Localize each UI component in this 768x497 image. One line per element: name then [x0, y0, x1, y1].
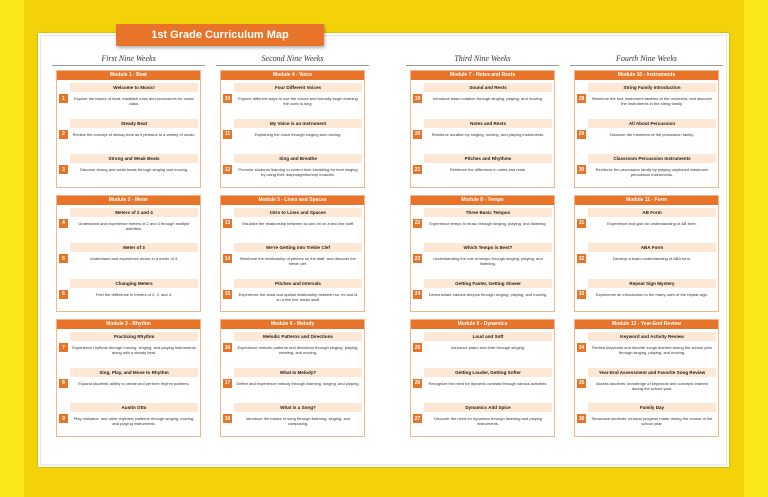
module-card	[574, 70, 719, 188]
lesson-description: Develop a basic understanding of ABA form.	[612, 256, 692, 261]
lesson-body	[234, 240, 364, 266]
lesson-description: Experience an introduction to the many uses of the repeat sign.	[595, 291, 709, 297]
lesson-number-badge: 16	[224, 344, 231, 351]
lesson-title: String Family Introduction	[588, 83, 716, 92]
lesson-body	[424, 205, 554, 226]
page-title: 1st Grade Curriculum Map	[116, 24, 324, 46]
lesson-description: Experience and gain an understanding of AB form.	[607, 220, 697, 226]
module-card	[220, 195, 365, 313]
lesson-body	[588, 205, 718, 226]
lesson-number-badge: 17	[224, 380, 231, 386]
lesson-row	[411, 205, 554, 241]
lesson-number-badge: 29	[578, 131, 585, 137]
lesson-body	[234, 276, 364, 302]
lesson-description: Experience tempo in music through singing, playing, and listening.	[429, 220, 547, 226]
lesson-title: My Voice is an Instrument	[234, 119, 362, 128]
lesson-title: Notes and Rests	[424, 119, 552, 128]
lesson-body	[424, 276, 554, 297]
lesson-row	[575, 365, 718, 401]
lesson-row	[575, 80, 718, 116]
quarter-column	[56, 53, 201, 444]
lesson-description: Experience rhythms through moving, singing, and playing instruments along with a steady beat.	[72, 345, 196, 355]
lesson-title: We're Getting into Treble Clef	[234, 243, 362, 252]
lesson-body	[424, 400, 554, 426]
lesson-description: Assess students' knowledge of keywords and concepts learned during the school year.	[596, 380, 708, 391]
lesson-number-badge: 6	[59, 290, 68, 299]
lesson-description: Define and experience melody through listening, singing, and playing.	[236, 380, 360, 386]
lesson-description: Play ostinatos, and other rhythmic patterns through singing, moving, and playing instruments.	[73, 416, 195, 426]
lesson-description: Showcase students' musical progress made during the course of the school year.	[591, 416, 713, 426]
lesson-title: Practicing Rhythm	[70, 332, 198, 341]
lesson-title: Changing Meters	[70, 279, 198, 288]
module-title: Module 12 - Year-End Review	[575, 320, 718, 329]
lesson-number-badge: 2	[59, 130, 68, 139]
lesson-row	[57, 205, 200, 241]
lesson-description: Reinforce the percussion family by playing unpitched classroom percussion instruments.	[595, 167, 709, 177]
lesson-row	[575, 276, 718, 312]
lesson-number-badge: 30	[578, 166, 585, 173]
module-title: Module 8 - Tempo	[411, 196, 554, 205]
lesson-title: Dynamics Add Spice	[424, 403, 552, 412]
lesson-row	[57, 80, 200, 116]
lesson-title: Sing and Breathe	[234, 154, 362, 163]
lesson-body	[588, 80, 718, 106]
lesson-description: Demonstrate various tempos through singing, playing, and moving.	[428, 291, 548, 297]
lesson-row	[221, 80, 364, 116]
lesson-body	[588, 151, 718, 177]
lesson-row	[575, 400, 718, 436]
lesson-number-badge: 35	[578, 380, 585, 386]
lesson-body	[588, 365, 718, 391]
lesson-row	[411, 276, 554, 312]
lesson-title: Keyword and Activity Review	[588, 332, 716, 341]
lesson-number-badge: 19	[414, 95, 421, 102]
lesson-body	[234, 329, 364, 355]
module-card	[574, 319, 719, 437]
lesson-title: Strong and Weak Beats	[70, 154, 198, 163]
lesson-description: Explore the basics of beat, establish rules and procedures for music class.	[73, 96, 195, 106]
lesson-row	[575, 329, 718, 365]
lesson-number-badge: 9	[59, 414, 68, 423]
lesson-number-badge: 25	[414, 344, 421, 351]
lesson-number-badge: 23	[414, 255, 421, 262]
lesson-number-badge: 27	[414, 415, 421, 422]
lesson-description: Visualize the relationship between so and mi on a two line staff.	[241, 220, 355, 226]
lesson-row	[411, 80, 554, 116]
lesson-row	[411, 151, 554, 187]
right-border-stripe	[744, 0, 768, 497]
lesson-row	[221, 365, 364, 401]
module-card	[56, 319, 201, 437]
quarter-heading: Third Nine Weeks	[406, 53, 559, 66]
lesson-number-badge: 33	[578, 291, 585, 297]
quarter-heading: Fourth Nine Weeks	[570, 53, 723, 66]
lesson-number-badge: 7	[59, 343, 68, 352]
lesson-number-badge: 34	[578, 344, 585, 351]
lesson-row	[57, 329, 200, 365]
lesson-description: Promote students learning to control their breathing for best singing by using their diaphragm/tummy muscles.	[238, 167, 358, 177]
lesson-description: Discover the members of the percussion family.	[610, 131, 694, 137]
lesson-row	[221, 151, 364, 187]
lesson-number-badge: 24	[414, 291, 421, 297]
lesson-row	[221, 205, 364, 241]
lesson-row	[221, 276, 364, 312]
lesson-title: Getting Louder, Getting Softer	[424, 368, 552, 377]
lesson-description: Understand and experience music in a meter of 3.	[89, 256, 179, 261]
lesson-body	[588, 329, 718, 355]
lesson-body	[70, 329, 200, 355]
lesson-body	[424, 151, 554, 172]
lesson-number-badge: 11	[224, 131, 231, 137]
lesson-row	[221, 240, 364, 276]
lesson-title: Meters of 2 and 4	[70, 208, 198, 217]
lesson-description: Reinforce the relationship of pitches on the staff, and discover the treble clef.	[240, 256, 356, 266]
lesson-description: Discover the need for dynamics through listening and playing instruments.	[433, 416, 543, 426]
lesson-body	[70, 400, 200, 426]
lesson-row	[221, 329, 364, 365]
lesson-title: Four Different Voices	[234, 83, 362, 92]
lesson-title: Classroom Percussion Instruments	[588, 154, 716, 163]
quarter-column	[220, 53, 365, 444]
lesson-description: Understand and experience meters of 2 and 4 through multiple activities.	[78, 220, 190, 231]
lesson-description: Introduce the basics of song through listening, singing, and composing.	[245, 416, 351, 426]
left-border-stripe	[0, 0, 24, 497]
lesson-number-badge: 4	[59, 219, 68, 228]
lesson-body	[424, 329, 554, 350]
lesson-description: Reinforce the four instrument families of the orchestra, and discover the instruments in the string family.	[591, 96, 713, 106]
lesson-number-badge: 26	[414, 380, 421, 386]
module-title: Module 4 - Voice	[221, 71, 364, 80]
lesson-row	[411, 240, 554, 276]
lesson-body	[234, 400, 364, 426]
lesson-number-badge: 5	[59, 254, 68, 263]
module-card	[410, 70, 555, 188]
lesson-title: Melodic Patterns and Directions	[234, 332, 362, 341]
lesson-title: Repeat Sign Mystery	[588, 279, 716, 288]
lesson-body	[424, 80, 554, 101]
lesson-description: Expand students' ability to create and perform rhythm patterns.	[78, 380, 190, 386]
lesson-title: Steady Beat	[70, 119, 198, 128]
lesson-title: All About Percussion	[588, 119, 716, 128]
lesson-title: Austin Otto	[70, 403, 198, 412]
lesson-title: Sing, Play, and Move to Rhythm	[70, 368, 198, 377]
module-card	[56, 70, 201, 188]
lesson-body	[70, 276, 200, 297]
lesson-row	[575, 116, 718, 152]
module-title: Module 3 - Rhythm	[57, 320, 200, 329]
quarter-heading: First Nine Weeks	[52, 53, 205, 66]
lesson-title: Intro to Lines and Spaces	[234, 208, 362, 217]
lesson-body	[234, 365, 364, 386]
lesson-number-badge: 12	[224, 166, 231, 173]
lesson-title: Welcome to Music!	[70, 83, 198, 92]
lesson-title: Meter of 3	[70, 243, 198, 252]
lesson-body	[424, 240, 554, 266]
lesson-body	[70, 205, 200, 231]
lesson-number-badge: 36	[578, 415, 585, 422]
lesson-description: Explaining the voice through singing and moving.	[254, 131, 342, 137]
lesson-description: Feel the difference in meters of 2, 3, and 4.	[95, 291, 173, 297]
lesson-title: Sound and Rests	[424, 83, 552, 92]
lesson-number-badge: 20	[414, 131, 421, 137]
module-card	[574, 195, 719, 313]
lesson-title: Family Day	[588, 403, 716, 412]
lesson-title: What is a Song?	[234, 403, 362, 412]
module-card	[410, 319, 555, 437]
lesson-number-badge: 8	[59, 379, 68, 388]
lesson-row	[411, 329, 554, 365]
module-title: Module 11 - Form	[575, 196, 718, 205]
lesson-number-badge: 21	[414, 166, 421, 173]
module-card	[220, 319, 365, 437]
quarter-column	[410, 53, 555, 444]
lesson-description: Discover strong and weak beats through singing and moving.	[79, 167, 189, 172]
lesson-title: Year-End Assessment and Favorite Song Review	[588, 368, 716, 377]
lesson-description: Recognize the need for dynamic contrast through various activities.	[428, 380, 548, 386]
lesson-number-badge: 32	[578, 255, 585, 262]
lesson-number-badge: 15	[224, 291, 231, 297]
lesson-description: Introduce piano and forte through singing.	[450, 345, 526, 350]
lesson-row	[57, 276, 200, 312]
lesson-description: Experience the aural and spatial relationship between so, mi and la on a five line music staff.	[238, 291, 358, 302]
lesson-description: Experience melodic patterns and directions through singing, playing, creating, and moving.	[237, 345, 359, 355]
lesson-row	[57, 240, 200, 276]
lesson-title: Three Basic Tempos	[424, 208, 552, 217]
lesson-body	[234, 80, 364, 106]
module-title: Module 1 - Beat	[57, 71, 200, 80]
lesson-title: Getting Faster, Getting Slower	[424, 279, 552, 288]
lesson-row	[575, 205, 718, 241]
lesson-row	[221, 116, 364, 152]
lesson-row	[57, 400, 200, 436]
lesson-body	[234, 116, 364, 137]
lesson-title: Loud and Soft	[424, 332, 552, 341]
module-card	[410, 195, 555, 313]
module-card	[56, 195, 201, 313]
module-title: Module 5 - Lines and Spaces	[221, 196, 364, 205]
lesson-row	[411, 116, 554, 152]
lesson-body	[234, 151, 364, 177]
lesson-number-badge: 31	[578, 220, 585, 226]
lesson-body	[588, 400, 718, 426]
lesson-body	[70, 365, 200, 386]
lesson-row	[575, 240, 718, 276]
lesson-title: ABA Form	[588, 243, 716, 252]
lesson-title: Which Tempo is Best?	[424, 243, 552, 252]
module-title: Module 9 - Dynamics	[411, 320, 554, 329]
lesson-row	[575, 151, 718, 187]
lesson-row	[221, 400, 364, 436]
lesson-description: Explore different ways to use the voices and formally begin learning the cues to sing.	[238, 96, 358, 106]
lesson-number-badge: 28	[578, 95, 585, 102]
lesson-body	[234, 205, 364, 226]
module-card	[220, 70, 365, 188]
module-title: Module 10 - Instruments	[575, 71, 718, 80]
lesson-row	[411, 400, 554, 436]
lesson-body	[424, 365, 554, 386]
lesson-body	[588, 276, 718, 297]
lesson-number-badge: 1	[59, 94, 68, 103]
lesson-title: What Is Melody?	[234, 368, 362, 377]
lesson-body	[70, 151, 200, 172]
lesson-row	[411, 365, 554, 401]
lesson-number-badge: 3	[59, 165, 68, 174]
module-title: Module 6 - Melody	[221, 320, 364, 329]
lesson-description: Introduce basic notation through singing, playing, and moving.	[433, 96, 543, 101]
lesson-description: Review the concept of steady beat as it pertains to a variety of music.	[72, 131, 196, 137]
lesson-number-badge: 14	[224, 255, 231, 262]
lesson-row	[57, 365, 200, 401]
module-title: Module 2 - Meter	[57, 196, 200, 205]
lesson-row	[57, 151, 200, 187]
quarter-column	[574, 53, 719, 444]
lesson-body	[424, 116, 554, 137]
module-title: Module 7 - Notes and Rests	[411, 71, 554, 80]
lesson-description: Reinforce the difference in notes and rests.	[449, 167, 527, 172]
lesson-title: Pitches and Intervals	[234, 279, 362, 288]
lesson-description: Understanding the role of tempo through singing, playing, and listening.	[433, 256, 543, 266]
lesson-number-badge: 10	[224, 95, 231, 102]
lesson-number-badge: 13	[224, 220, 231, 226]
lesson-body	[70, 80, 200, 106]
lesson-description: Review keywords and favorite songs learned during the school year through singing, playing, and moving.	[592, 345, 712, 355]
quarter-heading: Second Nine Weeks	[216, 53, 369, 66]
lesson-title: AB Form	[588, 208, 716, 217]
lesson-body	[70, 116, 200, 137]
lesson-body	[588, 116, 718, 137]
lesson-number-badge: 18	[224, 415, 231, 422]
lesson-number-badge: 22	[414, 220, 421, 226]
lesson-description: Reinforce duration by singing, moving, and playing instruments.	[431, 131, 545, 137]
lesson-title: Pitches and Rhythms	[424, 154, 552, 163]
lesson-body	[588, 240, 718, 261]
lesson-body	[70, 240, 200, 261]
lesson-row	[57, 116, 200, 152]
